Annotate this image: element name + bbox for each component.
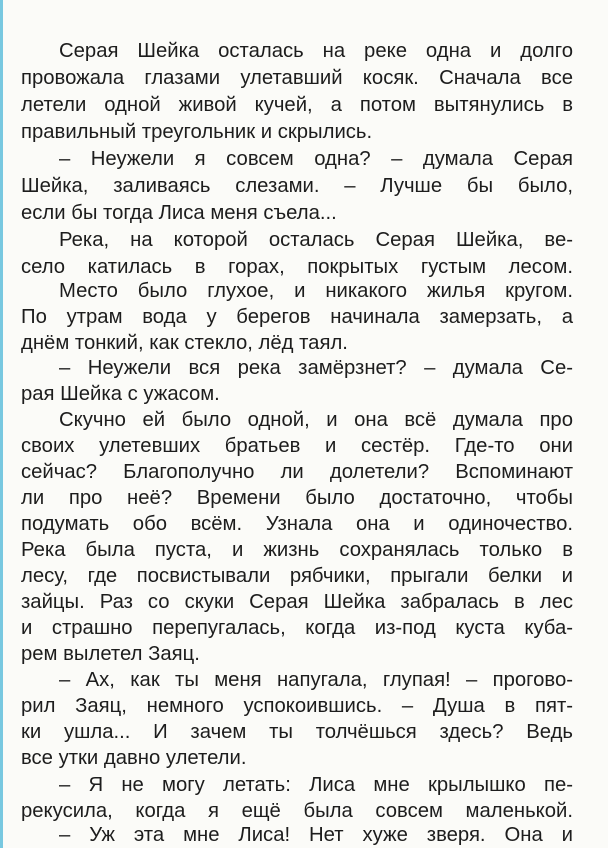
text-line: ки ушла... И зачем ты толчёшься здесь? Ведь <box>21 721 573 743</box>
text-line: подумать обо всём. Узнала она и одиночество. <box>21 513 573 535</box>
text-line: село катилась в горах, покрытых густым лесом. <box>21 256 573 278</box>
text-line: зайцы. Раз со скуки Серая Шейка забралась в лес <box>21 591 573 613</box>
text-line: ли про неё? Времени было достаточно, чтобы <box>21 487 573 509</box>
text-line: – Уж эта мне Лиса! Нет хуже зверя. Она и <box>59 824 573 846</box>
text-line: все утки давно улетели. <box>21 747 247 769</box>
text-line: и страшно перепугалась, когда из-под куста куба- <box>21 617 573 639</box>
text-line: – Неужели вся река замёрзнет? – думала Се- <box>59 357 573 379</box>
text-line: По утрам вода у берегов начинала замерзать, а <box>21 306 573 328</box>
text-line: Река была пуста, и жизнь сохранялась только в <box>21 539 573 561</box>
text-line: правильный треугольник и скрылись. <box>21 121 373 143</box>
text-line: провожала глазами улетавший косяк. Сначала все <box>21 67 573 89</box>
text-line: сейчас? Благополучно ли долетели? Вспоминают <box>21 461 573 483</box>
text-line: Серая Шейка осталась на реке одна и долго <box>59 40 573 62</box>
text-line: летели одной живой кучей, а потом вытянулись в <box>21 94 573 116</box>
text-line: рая Шейка с ужасом. <box>21 383 220 405</box>
text-line: своих улетевших братьев и сестёр. Где-то они <box>21 435 573 457</box>
text-line: Река, на которой осталась Серая Шейка, ве- <box>59 229 573 251</box>
text-line: рем вылетел Заяц. <box>21 643 200 665</box>
text-line: Место было глухое, и никакого жилья кругом. <box>59 280 573 302</box>
text-line: – Неужели я совсем одна? – думала Серая <box>59 148 573 170</box>
text-line: рекусила, когда я ещё была совсем маленькой. <box>21 800 573 822</box>
text-line: – Ах, как ты меня напугала, глупая! – прогово- <box>59 669 573 691</box>
text-line: Скучно ей было одной, и она всё думала про <box>59 409 573 431</box>
text-line: днём тонкий, как стекло, лёд таял. <box>21 332 348 354</box>
text-line: рил Заяц, немного успокоившись. – Душа в пят- <box>21 695 573 717</box>
text-line: – Я не могу летать: Лиса мне крылышко пе- <box>59 774 573 796</box>
text-line: лесу, где посвистывали рябчики, прыгали белки и <box>21 565 573 587</box>
text-line: если бы тогда Лиса меня съела... <box>21 202 337 224</box>
text-line: Шейка, заливаясь слезами. – Лучше бы было, <box>21 175 573 197</box>
